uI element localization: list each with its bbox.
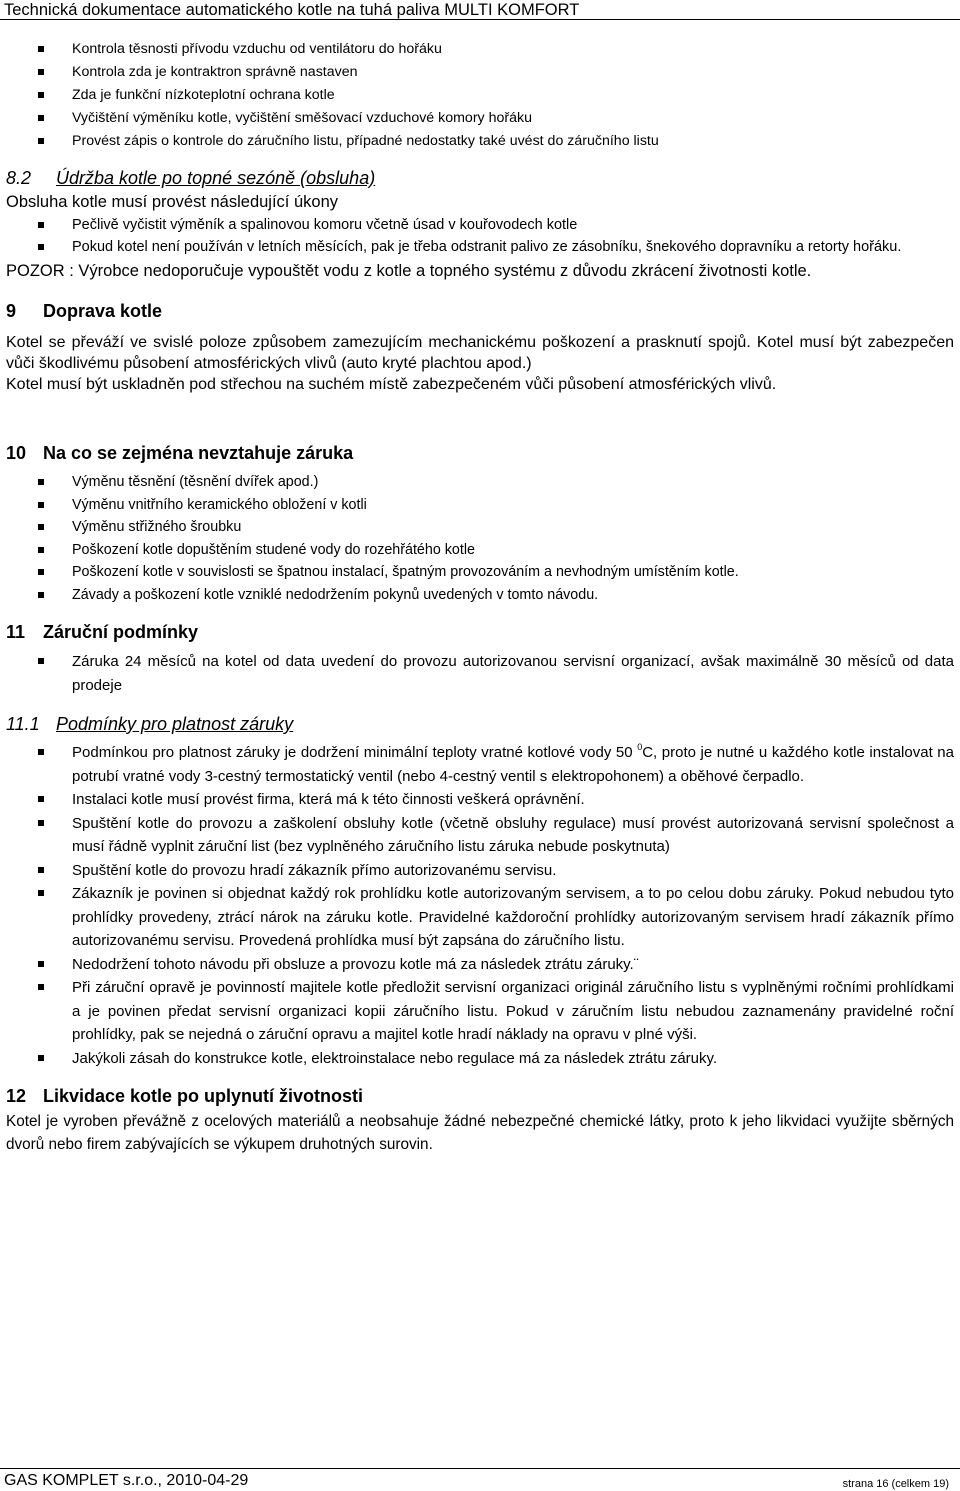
section-title: Podmínky pro platnost záruky xyxy=(56,714,294,734)
section-9-heading xyxy=(6,299,954,323)
footer-page-number: strana 16 (celkem 19) xyxy=(842,1478,949,1490)
list-item: Pečlivě vyčistit výměník a spalinovou komoru včetně úsad v kouřovodech kotle xyxy=(6,214,954,236)
list-item: Výměnu těsnění (těsnění dvířek apod.) xyxy=(6,471,954,494)
section-9-text-1: Kotel se převáží ve svislé poloze způsobem zamezujícím mechanickému poškození a prasknutí spojů. Kotel musí být zabezpečen vůči škodlivému působení atmosférických vlivů (auto kryté plachtou apod.) xyxy=(6,334,954,372)
section-number: 10 xyxy=(6,443,27,463)
section-9-text-2: Kotel musí být uskladněn pod střechou na suchém místě zabezpečeném vůči působení atmosférických vlivů. xyxy=(6,376,777,393)
section-number: 12 xyxy=(6,1086,27,1106)
list-item: Záruka 24 měsíců na kotel od data uvedení do provozu autorizovanou servisní organizací, avšak maximálně 30 měsíců od data prodeje xyxy=(6,650,954,697)
list-item: Spuštění kotle do provozu hradí zákazník přímo autorizovanému servisu. xyxy=(6,859,954,883)
list-item: Kontrola těsnosti přívodu vzduchu od ventilátoru do hořáku xyxy=(6,38,954,61)
list-item: Jakýkoli zásah do konstrukce kotle, elektroinstalace nebo regulace má za následek ztrátu záruky. xyxy=(6,1047,954,1071)
section-11-list xyxy=(6,650,954,697)
section-11-1-heading xyxy=(6,712,954,736)
list-item: Provést zápis o kontrole do záručního listu, případné nedostatky také uvést do záručního listu xyxy=(6,130,954,153)
page-header-title: Technická dokumentace automatického kotle na tuhá paliva MULTI KOMFORT xyxy=(4,1,580,19)
section-number: 11 xyxy=(6,622,26,642)
list-item: Závady a poškození kotle vzniklé nedodržením pokynů uvedených v tomto návodu. xyxy=(6,584,954,607)
section-title: Záruční podmínky xyxy=(43,622,199,642)
list-item: Instalaci kotle musí provést firma, která má k této činnosti veškerá oprávnění. xyxy=(6,788,954,812)
section-number: 11.1 xyxy=(6,714,40,734)
list-item-text: C, proto je nutné u každého kotle instalovat na potrubí vratné vody 3-cestný termostatický ventil (nebo 4-cestný ventil s elektropohonem) a oběhové čerpadlo. xyxy=(72,744,954,785)
list-item: Zda je funkční nízkoteplotní ochrana kotle xyxy=(6,84,954,107)
list-item: Pokud kotel není používán v letních měsících, pak je třeba odstranit palivo ze zásobníku, šnekového dopravníku a retorty hořáku. xyxy=(6,236,954,258)
list-item: Vyčištění výměníku kotle, vyčištění směšovací vzduchové komory hořáku xyxy=(6,107,954,130)
superscript-degree: 0 xyxy=(637,742,643,752)
list-item: Poškození kotle v souvislosti se špatnou instalací, špatným provozováním a nevhodným umístěním kotle. xyxy=(6,561,954,584)
section-number: 8.2 xyxy=(6,168,32,188)
section-title: Doprava kotle xyxy=(43,301,163,321)
list-item: Poškození kotle dopuštěním studené vody do rozehřátého kotle xyxy=(6,539,954,562)
footer-company-date: GAS KOMPLET s.r.o., 2010-04-29 xyxy=(4,1472,249,1489)
section-title: Údržba kotle po topné sezóně (obsluha) xyxy=(56,168,376,188)
section-8-2-lead: Obsluha kotle musí provést následující úkony xyxy=(6,193,339,211)
section-8-2-list xyxy=(6,214,954,258)
list-item-text: Podmínkou pro platnost záruky je dodržení minimální teploty vratné kotlové vody 50 xyxy=(72,744,638,761)
section-title: Likvidace kotle po uplynutí životnosti xyxy=(43,1086,364,1106)
list-item: Výměnu vnitřního keramického obložení v kotli xyxy=(6,494,954,517)
list-item: Nedodržení tohoto návodu při obsluze a provozu kotle má za následek ztrátu záruky.¨ xyxy=(6,953,954,977)
section-10-heading xyxy=(6,441,954,465)
list-item: Spuštění kotle do provozu a zaškolení obsluhy kotle (včetně obsluhy regulace) musí provést autorizovaná servisní společnost a musí řádně vyplnit záruční list (bez vyplněného záručního listu záruka nebude poskytnuta) xyxy=(6,812,954,859)
document-body xyxy=(6,38,954,1156)
section-11-1-list xyxy=(6,741,954,1070)
header-rule xyxy=(0,19,960,20)
section-title: Na co se zejména nevztahuje záruka xyxy=(43,443,354,463)
section-8-2-warning: POZOR : Výrobce nedoporučuje vypouštět vodu z kotle a topného systému z důvodu zkrácení životnosti kotle. xyxy=(6,262,812,280)
section-12-text: Kotel je vyroben převážně z ocelových materiálů a neobsahuje žádné nebezpečné chemické látky, proto k jeho likvidaci využijte sběrných dvorů nebo firem zabývajících se výkupem druhotných surovin. xyxy=(6,1113,954,1153)
footer-rule xyxy=(0,1468,960,1469)
section-10-list xyxy=(6,471,954,606)
list-item: Kontrola zda je kontraktron správně nastaven xyxy=(6,61,954,84)
list-item: Při záruční opravě je povinností majitele kotle předložit servisní organizaci originál záručního listu s vyplněnými ročními prohlídkami a je povinen předat servisní organizaci kopii záručního listu. Pokud v záručním listu nebudou zaznamenány pravidelné roční prohlídky, pak se nejedná o záruční opravu a majitel kotle hradí náklady na opravu v plné výši. xyxy=(6,976,954,1047)
list-item: Výměnu střižného šroubku xyxy=(6,516,954,539)
section-8-2-heading xyxy=(6,166,954,190)
section-11-heading xyxy=(6,620,954,644)
section-12-heading xyxy=(6,1084,954,1108)
list-item xyxy=(6,741,954,788)
section-number: 9 xyxy=(6,301,17,321)
intro-checklist xyxy=(6,38,954,153)
list-item: Zákazník je povinen si objednat každý rok prohlídku kotle autorizovaným servisem, a to po celou dobu záruky. Pokud nebudou tyto prohlídky provedeny, ztrácí nárok na záruku kotle. Pravidelné každoroční prohlídky autorizovaným servisem hradí zákazník přímo autorizovanému servisu. Provedená prohlídka musí být zapsána do záručního listu. xyxy=(6,882,954,953)
